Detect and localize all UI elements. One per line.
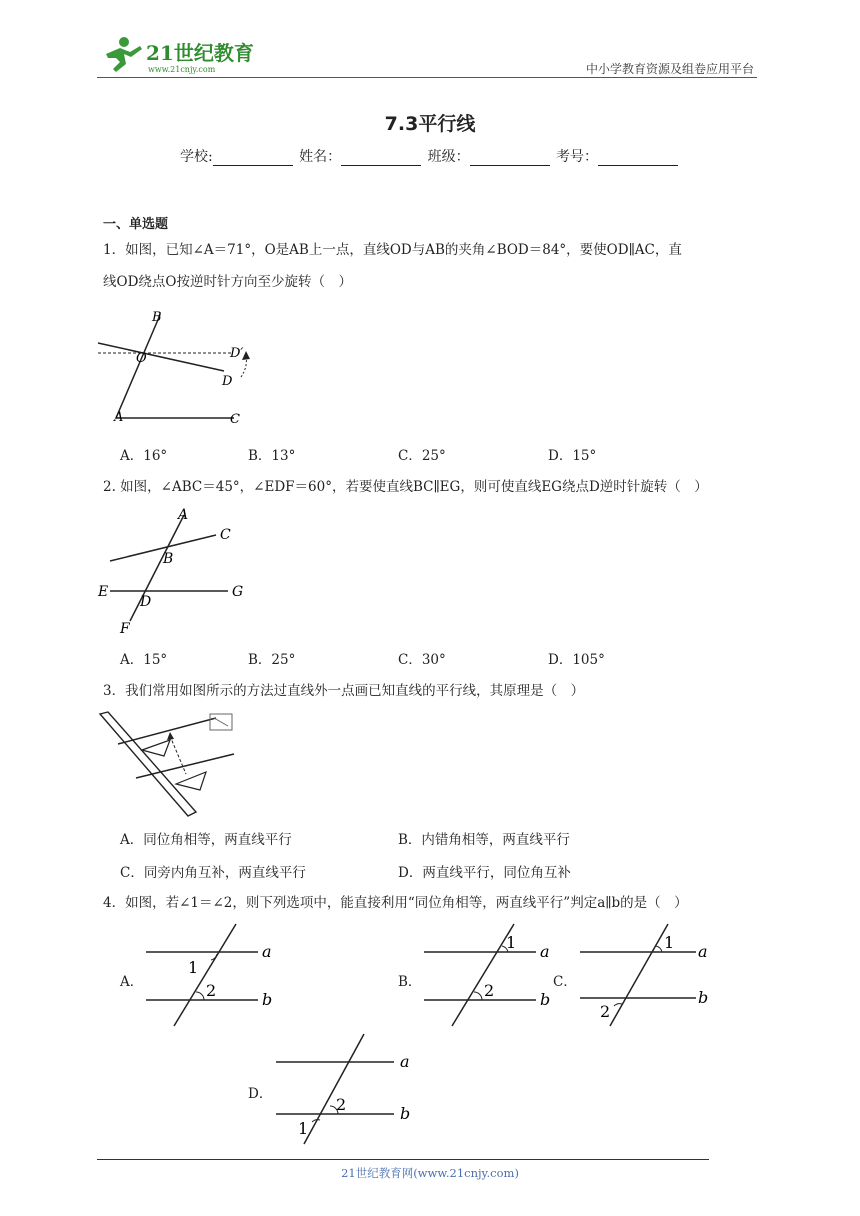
q2-option-c[interactable]: C．30° (398, 652, 446, 668)
q4-figure-a (140, 920, 285, 1034)
q4-option-a[interactable]: A． (120, 974, 144, 990)
logo-url: www.21cnjy.com (148, 65, 216, 74)
q1-label-B: B (152, 310, 162, 325)
q1-label-D: D (222, 374, 233, 389)
q4c-label-1: 1 (664, 933, 675, 952)
q2-label-E: E (98, 584, 109, 600)
q2-label-A: A (178, 507, 189, 523)
q1-figure (96, 305, 266, 434)
class-field[interactable] (470, 151, 550, 166)
q2-option-d[interactable]: D．105° (548, 652, 605, 668)
q4b-label-a: a (540, 942, 550, 961)
school-field[interactable] (213, 151, 293, 166)
q2-label-B: B (163, 551, 174, 567)
brand-logo (96, 34, 256, 76)
q4a-label-1: 1 (188, 958, 199, 977)
q4c-label-b: b (698, 988, 709, 1007)
q1-label-O: O (136, 351, 147, 366)
logo-text: 21世纪教育 (146, 41, 254, 65)
q1-option-c[interactable]: C．25° (398, 448, 446, 464)
q1-text-line2: 线OD绕点O按逆时针方向至少旋转（ ） (103, 274, 352, 290)
q2-label-G: G (232, 584, 244, 600)
footer-divider (97, 1159, 709, 1160)
q4-text: 4．如图，若∠1＝∠2，则下列选项中，能直接利用“同位角相等，两直线平行”判定a∥b的是（ ） (103, 895, 688, 911)
q3-option-b[interactable]: B．内错角相等，两直线平行 (398, 832, 570, 848)
q1-text-line1: 1．如图，已知∠A＝71°，O是AB上一点，直线OD与AB的夹角∠BOD＝84°，要使OD∥AC，直 (103, 242, 682, 258)
q1-option-b[interactable]: B．13° (248, 448, 296, 464)
q4b-label-1: 1 (506, 933, 517, 952)
platform-name: 中小学教育资源及组卷应用平台 (585, 62, 754, 76)
q1-label-A: A (114, 410, 124, 425)
q4c-label-a: a (698, 942, 708, 961)
q3-option-a[interactable]: A．同位角相等，两直线平行 (120, 832, 292, 848)
q4b-label-b: b (540, 990, 551, 1009)
q4-figure-b (418, 920, 563, 1034)
class-label: 班级： (427, 149, 470, 165)
q4a-label-a: a (262, 942, 272, 961)
school-label: 学校: (179, 149, 213, 165)
q4-option-c[interactable]: C． (553, 974, 577, 990)
q4a-label-2: 2 (206, 981, 217, 1000)
q2-option-b[interactable]: B．25° (248, 652, 296, 668)
exam-no-field[interactable] (598, 151, 678, 166)
q4-figure-c (574, 920, 719, 1034)
q2-label-C: C (220, 527, 231, 543)
q3-option-d[interactable]: D．两直线平行，同位角互补 (398, 865, 571, 881)
q4c-label-2: 2 (600, 1002, 611, 1021)
q2-figure (96, 503, 256, 642)
q4d-label-2: 2 (336, 1095, 347, 1114)
q2-label-F: F (120, 621, 130, 637)
q4-option-b[interactable]: B． (398, 974, 422, 990)
q4-figure-d (268, 1030, 428, 1154)
section-heading: 一、单选题 (103, 217, 169, 232)
page-title: 7.3平行线 (384, 113, 476, 135)
q3-option-c[interactable]: C．同旁内角互补，两直线平行 (120, 865, 306, 881)
header-divider (97, 77, 757, 78)
q2-label-D: D (140, 594, 152, 610)
q4d-label-1: 1 (298, 1119, 309, 1138)
q3-figure (98, 708, 243, 824)
exam-no-label: 考号： (556, 149, 599, 165)
q4-option-d[interactable]: D． (248, 1086, 273, 1102)
q4a-label-b: b (262, 990, 273, 1009)
name-field[interactable] (341, 151, 421, 166)
q1-option-a[interactable]: A．16° (120, 448, 168, 464)
q1-label-C: C (230, 412, 240, 427)
name-label: 姓名： (299, 149, 342, 165)
q1-option-d[interactable]: D．15° (548, 448, 597, 464)
q4b-label-2: 2 (484, 981, 495, 1000)
footer-text: 21世纪教育网(www.21cnjy.com) (341, 1166, 519, 1180)
q4d-label-a: a (400, 1052, 410, 1071)
q4d-label-b: b (400, 1104, 411, 1123)
q3-text: 3．我们常用如图所示的方法过直线外一点画已知直线的平行线，其原理是（ ） (103, 683, 585, 699)
q2-text: 2. 如图，∠ABC＝45°，∠EDF＝60°，若要使直线BC∥EG，则可使直线EG绕点D逆时针旋转（ ） (103, 479, 708, 495)
q1-label-D-prime: D′ (230, 346, 244, 361)
student-info (0, 146, 860, 166)
q2-option-a[interactable]: A．15° (120, 652, 168, 668)
